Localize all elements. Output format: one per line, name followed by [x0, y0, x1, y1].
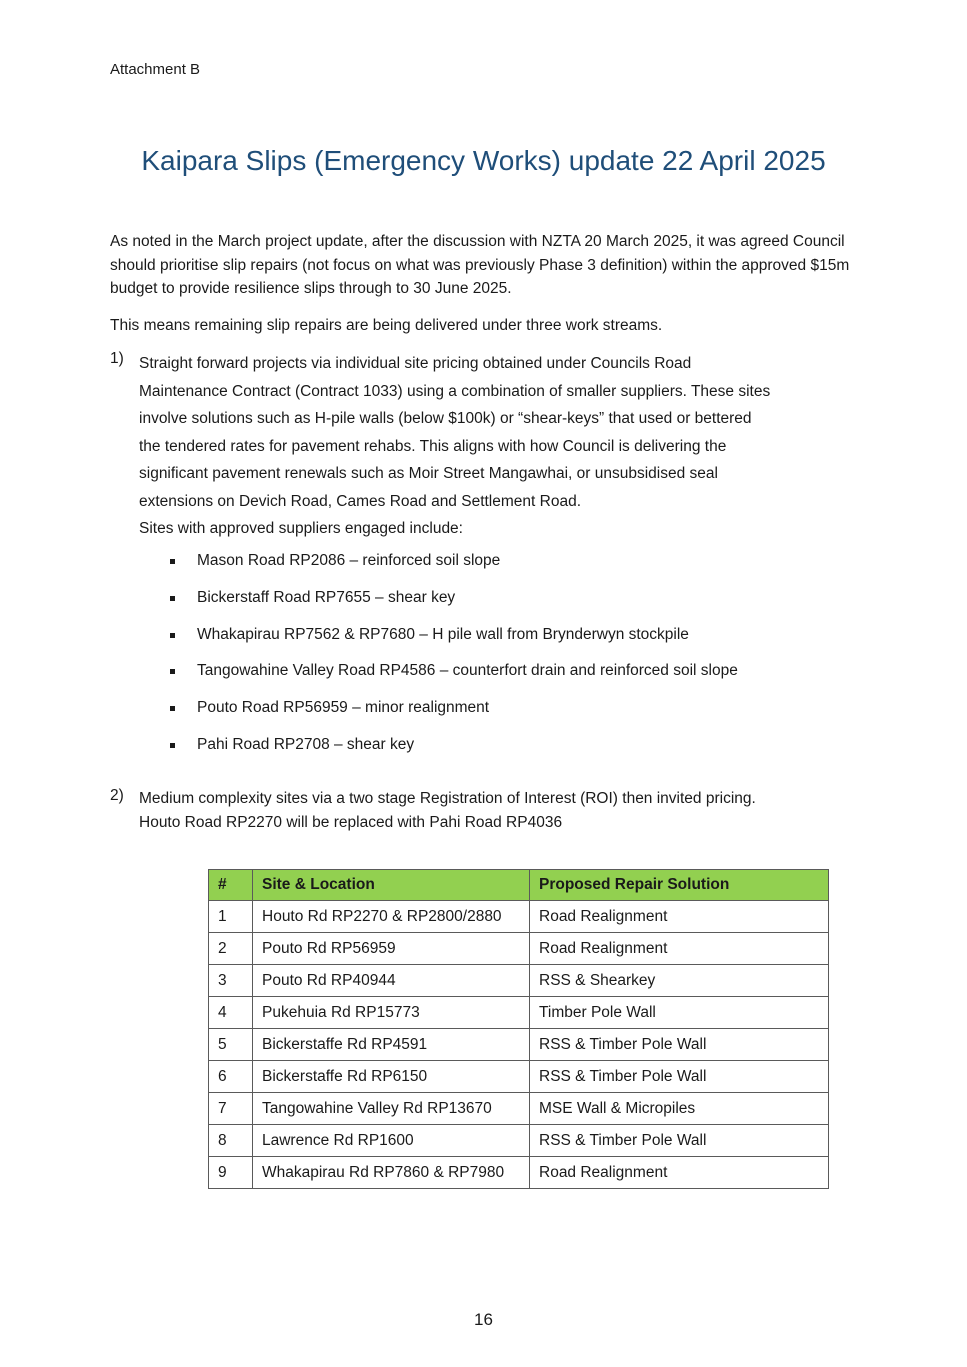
list-number: 2)	[110, 787, 124, 804]
cell-number: 7	[209, 1093, 253, 1125]
cell-site: Lawrence Rd RP1600	[253, 1125, 530, 1157]
work-streams-paragraph: This means remaining slip repairs are being delivered under three work streams.	[110, 317, 663, 334]
cell-site: Bickerstaffe Rd RP4591	[253, 1029, 530, 1061]
page-number: 16	[474, 1310, 493, 1329]
text-line: Straight forward projects via individual site pricing obtained under Councils Road	[139, 355, 692, 372]
list-item	[168, 699, 868, 736]
intro-paragraph: As noted in the March project update, after the discussion with NZTA 20 March 2025, it was agreed Council should prioritise slip repairs (not focus on what was previously Phase 3 definition) within the approved $15m budget to provide resilience slips through to 30 June 2025.	[110, 233, 850, 297]
cell-number: 2	[209, 933, 253, 965]
list-item	[168, 736, 868, 773]
list-item-text: Bickerstaff Road RP7655 – shear key	[197, 588, 456, 606]
column-header-solution: Proposed Repair Solution	[530, 870, 829, 901]
table-header-row	[209, 870, 829, 901]
cell-solution: RSS & Timber Pole Wall	[530, 1061, 829, 1093]
list-item-text: Whakapirau RP7562 & RP7680 – H pile wall from Brynderwyn stockpile	[197, 625, 689, 643]
list-item-text: Tangowahine Valley Road RP4586 – counterfort drain and reinforced soil slope	[197, 662, 738, 680]
text-line: Maintenance Contract (Contract 1033) using a combination of smaller suppliers. These sites	[139, 382, 771, 400]
page-title: Kaipara Slips (Emergency Works) update 22 April 2025	[141, 145, 826, 176]
bullet-square-icon	[170, 596, 175, 601]
approved-sites-list	[168, 552, 868, 773]
cell-solution: Road Realignment	[530, 1157, 829, 1189]
table-row	[209, 997, 829, 1029]
cell-solution: RSS & Shearkey	[530, 965, 829, 997]
cell-solution: RSS & Timber Pole Wall	[530, 1125, 829, 1157]
list-item	[168, 589, 868, 626]
table-row	[209, 1125, 829, 1157]
text-line: Medium complexity sites via a two stage Registration of Interest (ROI) then invited pricing.	[139, 790, 756, 807]
work-stream-1-text	[139, 350, 849, 543]
attachment-label: Attachment B	[110, 61, 201, 78]
column-header-site: Site & Location	[253, 870, 530, 901]
work-stream-2-text	[139, 787, 849, 834]
bullet-square-icon	[170, 743, 175, 748]
cell-number: 6	[209, 1061, 253, 1093]
text-line: involve solutions such as H-pile walls (below $100k) or “shear-keys” that used or bettered	[139, 410, 752, 427]
cell-site: Pouto Rd RP56959	[253, 933, 530, 965]
cell-number: 5	[209, 1029, 253, 1061]
cell-number: 9	[209, 1157, 253, 1189]
cell-number: 4	[209, 997, 253, 1029]
text-line: Sites with approved suppliers engaged include:	[139, 520, 463, 537]
cell-number: 8	[209, 1125, 253, 1157]
list-item	[168, 626, 868, 663]
text-line: the tendered rates for pavement rehabs. This aligns with how Council is delivering the	[139, 437, 727, 455]
cell-site: Pukehuia Rd RP15773	[253, 997, 530, 1029]
table-row	[209, 965, 829, 997]
cell-site: Pouto Rd RP40944	[253, 965, 530, 997]
bullet-square-icon	[170, 633, 175, 638]
table-row	[209, 1157, 829, 1189]
bullet-square-icon	[170, 706, 175, 711]
list-item	[168, 552, 868, 589]
list-item-text: Pahi Road RP2708 – shear key	[197, 735, 415, 753]
cell-number: 1	[209, 901, 253, 933]
cell-solution: Road Realignment	[530, 933, 829, 965]
cell-solution: MSE Wall & Micropiles	[530, 1093, 829, 1125]
cell-solution: RSS & Timber Pole Wall	[530, 1029, 829, 1061]
cell-site: Houto Rd RP2270 & RP2800/2880	[253, 901, 530, 933]
cell-site: Whakapirau Rd RP7860 & RP7980	[253, 1157, 530, 1189]
list-item	[168, 662, 868, 699]
cell-solution: Road Realignment	[530, 901, 829, 933]
list-item-text: Pouto Road RP56959 – minor realignment	[197, 699, 490, 717]
table-row	[209, 1029, 829, 1061]
column-header-number: #	[209, 870, 253, 901]
list-number: 1)	[110, 350, 124, 367]
text-line: extensions on Devich Road, Cames Road and Settlement Road.	[139, 492, 581, 510]
cell-number: 3	[209, 965, 253, 997]
text-line: Houto Road RP2270 will be replaced with Pahi Road RP4036	[139, 813, 563, 831]
cell-site: Bickerstaffe Rd RP6150	[253, 1061, 530, 1093]
medium-complexity-sites-table	[208, 869, 829, 1189]
table-row	[209, 933, 829, 965]
cell-site: Tangowahine Valley Rd RP13670	[253, 1093, 530, 1125]
table-row	[209, 1093, 829, 1125]
bullet-square-icon	[170, 669, 175, 674]
text-line: significant pavement renewals such as Moir Street Mangawhai, or unsubsidised seal	[139, 465, 718, 482]
cell-solution: Timber Pole Wall	[530, 997, 829, 1029]
list-item-text: Mason Road RP2086 – reinforced soil slope	[197, 552, 501, 569]
table-row	[209, 1061, 829, 1093]
table-row	[209, 901, 829, 933]
bullet-square-icon	[170, 559, 175, 564]
